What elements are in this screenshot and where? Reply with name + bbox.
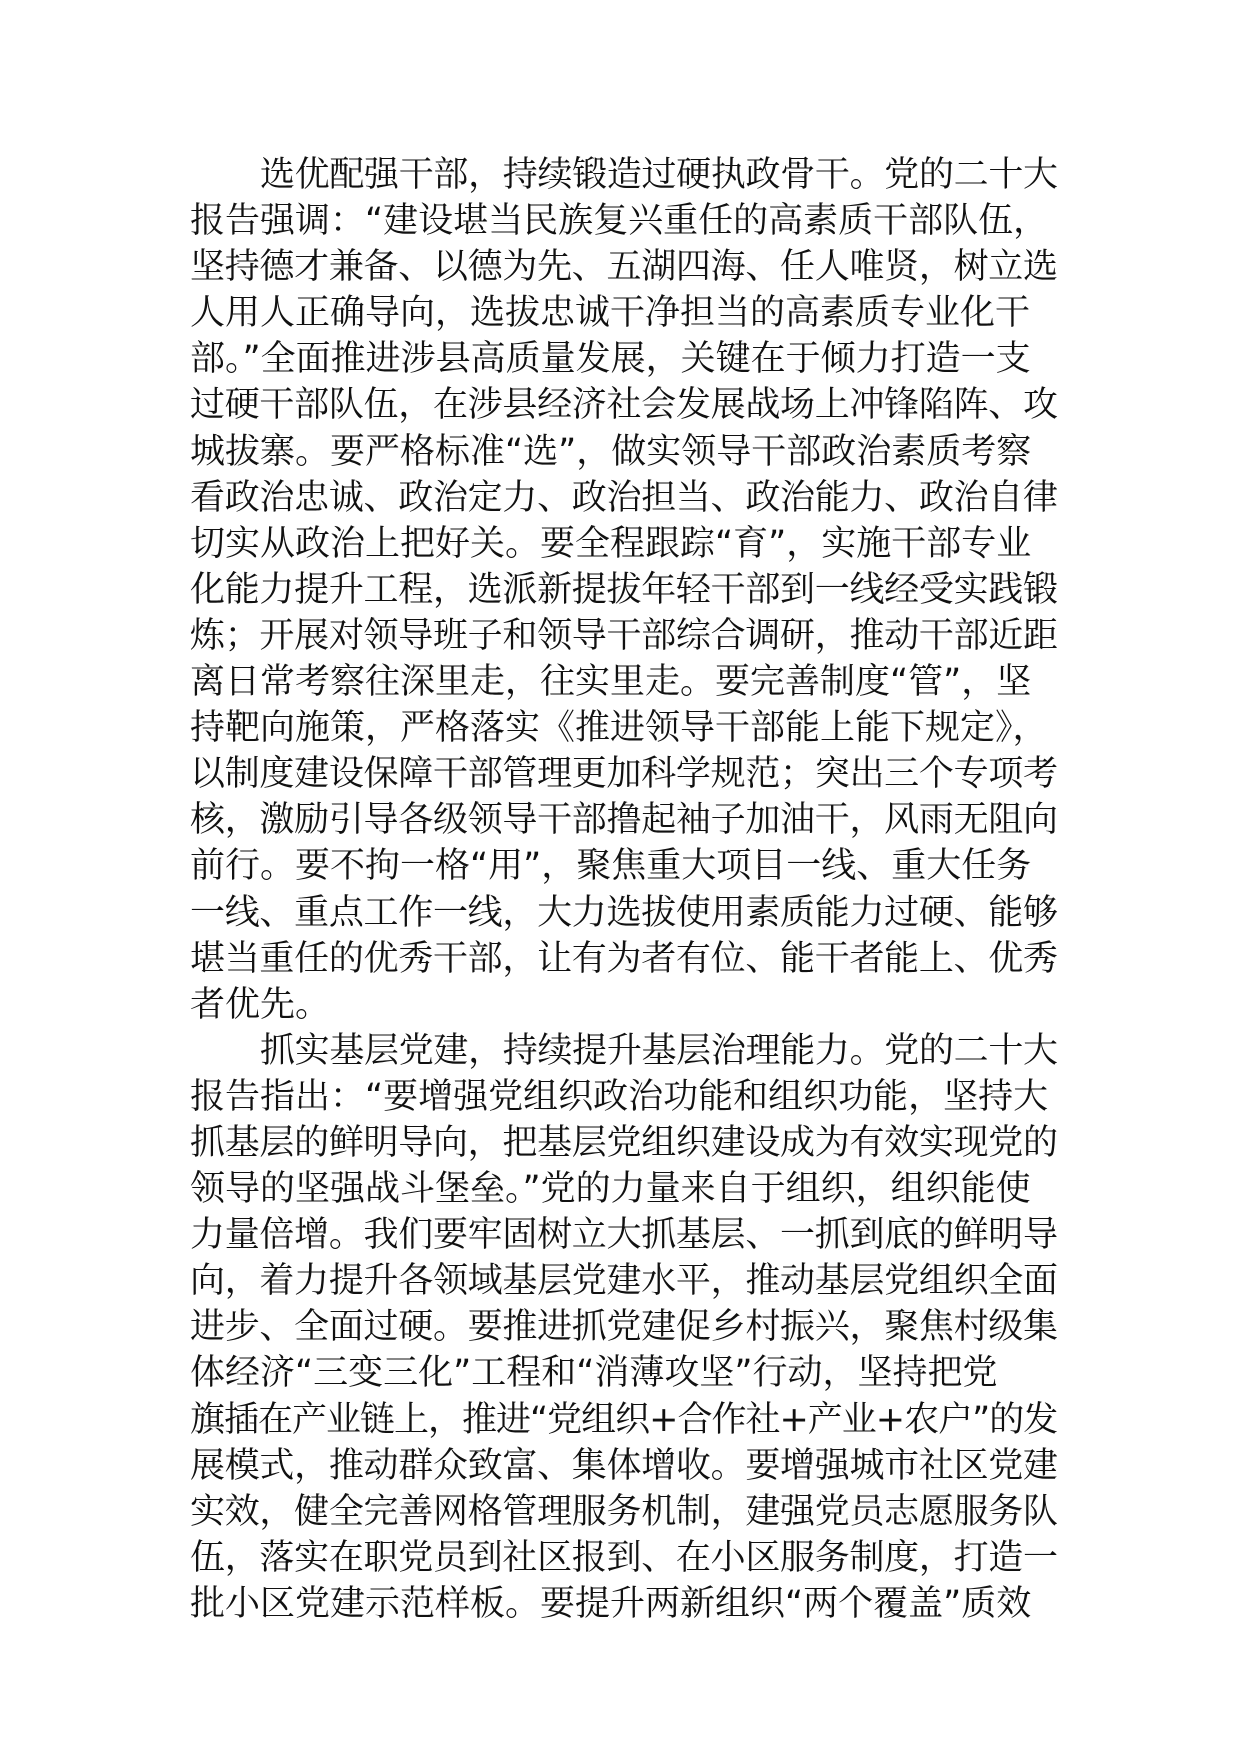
text-line: 离日常考察往深里走，往实里走。要完善制度“管”，坚 bbox=[190, 662, 1032, 703]
text-line: 核，激励引导各级领导干部撸起袖子加油干，风雨无阻向 bbox=[190, 800, 1058, 841]
text-line: 堪当重任的优秀干部，让有为者有位、能干者能上、优秀 bbox=[190, 938, 1058, 979]
text-line: 旗插在产业链上，推进“党组织+合作社+产业+农户”的发 bbox=[190, 1399, 1058, 1440]
text-line: 坚持德才兼备、以德为先、五湖四海、任人唯贤，树立选 bbox=[190, 247, 1058, 288]
text-line: 报告强调：“建设堪当民族复兴重任的高素质干部队伍， bbox=[190, 201, 1049, 242]
text-line: 持靶向施策，严格落实《推进领导干部能上能下规定》， bbox=[190, 708, 1048, 749]
text-line: 抓实基层党建，持续提升基层治理能力。党的二十大 bbox=[260, 1030, 1058, 1071]
text-line: 批小区党建示范样板。要提升两新组织“两个覆盖”质效 bbox=[190, 1583, 1032, 1624]
text-line: 切实从政治上把好关。要全程跟踪“育”，实施干部专业 bbox=[190, 523, 1032, 564]
text-line: 一线、重点工作一线，大力选拔使用素质能力过硬、能够 bbox=[190, 892, 1058, 933]
text-line: 人用人正确导向，选拔忠诚干净担当的高素质专业化干 bbox=[190, 293, 1031, 334]
text-line: 看政治忠诚、政治定力、政治担当、政治能力、政治自律 bbox=[190, 477, 1058, 518]
text-line: 展模式，推动群众致富、集体增收。要增强城市社区党建 bbox=[190, 1445, 1058, 1486]
text-line: 伍，落实在职党员到社区报到、在小区服务制度，打造一 bbox=[190, 1537, 1058, 1578]
text-line: 城拔寨。要严格标准“选”，做实领导干部政治素质考察 bbox=[190, 431, 1032, 472]
text-line: 报告指出：“要增强党组织政治功能和组织功能，坚持大 bbox=[190, 1076, 1049, 1117]
text-line: 炼；开展对领导班子和领导干部综合调研，推动干部近距 bbox=[190, 615, 1058, 656]
document-body bbox=[190, 152, 1058, 1627]
text-line: 抓基层的鲜明导向，把基层党组织建设成为有效实现党的 bbox=[190, 1122, 1058, 1163]
text-line: 部。”全面推进涉县高质量发展，关键在于倾力打造一支 bbox=[190, 339, 1031, 380]
paragraph-cadres bbox=[190, 152, 1058, 1028]
text-line: 选优配强干部，持续锻造过硬执政骨干。党的二十大 bbox=[260, 155, 1058, 195]
text-line: 体经济“三变三化”工程和“消薄攻坚”行动，坚持把党 bbox=[190, 1353, 998, 1394]
text-line: 向，着力提升各领域基层党建水平，推动基层党组织全面 bbox=[190, 1261, 1058, 1302]
text-line: 化能力提升工程，选派新提拔年轻干部到一线经受实践锻 bbox=[190, 569, 1058, 610]
text-line: 实效，健全完善网格管理服务机制，建强党员志愿服务队 bbox=[190, 1491, 1058, 1532]
text-line: 领导的坚强战斗堡垒。”党的力量来自于组织，组织能使 bbox=[190, 1169, 1031, 1210]
paragraph-grassroots bbox=[190, 1028, 1058, 1627]
text-line: 过硬干部队伍，在涉县经济社会发展战场上冲锋陷阵、攻 bbox=[190, 385, 1058, 426]
text-line: 力量倍增。我们要牢固树立大抓基层、一抓到底的鲜明导 bbox=[190, 1215, 1058, 1256]
text-line: 前行。要不拘一格“用”，聚焦重大项目一线、重大任务 bbox=[190, 846, 1032, 887]
text-line: 以制度建设保障干部管理更加科学规范；突出三个专项考 bbox=[190, 754, 1058, 795]
text-line: 进步、全面过硬。要推进抓党建促乡村振兴，聚焦村级集 bbox=[190, 1307, 1058, 1348]
text-line: 者优先。 bbox=[190, 984, 331, 1025]
